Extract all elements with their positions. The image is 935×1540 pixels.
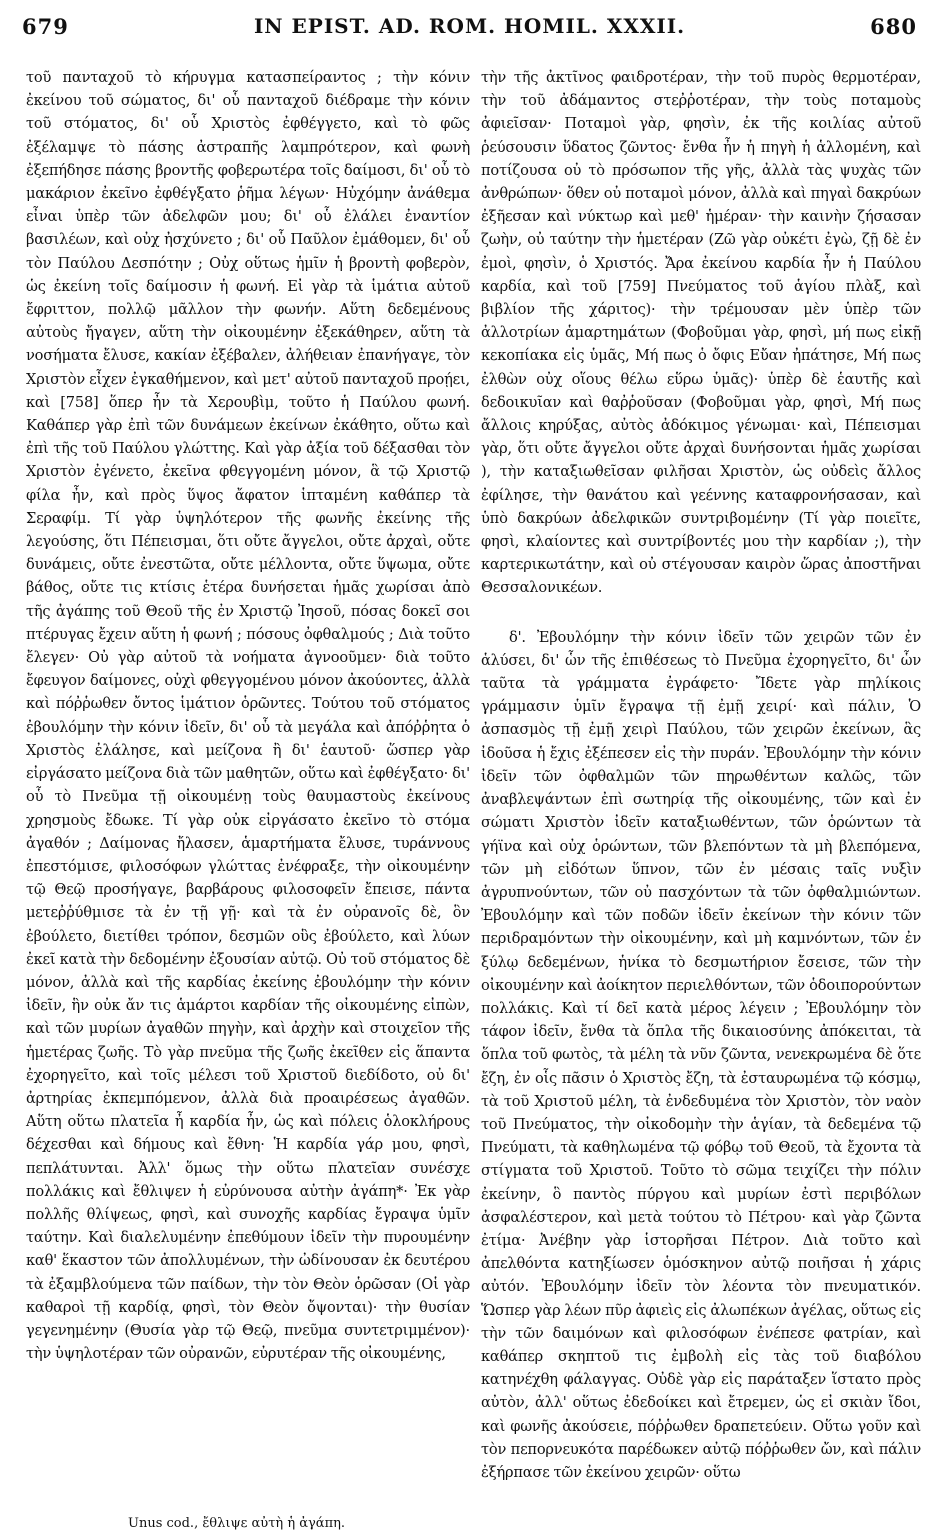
- right-column: [481, 66, 921, 1484]
- page-header: [22, 6, 917, 46]
- right-column-paragraph: τὴν τῆς ἀκτῖνος φαιδροτέραν, τὴν τοῦ πυρὸς θερμοτέραν, τὴν τοῦ ἀδάμαντος στεῤῥοτέραν, τὴν τοὺς ποταμοὺς ἀφιεῖσαν· Ποταμοὶ γὰρ, φησὶν, ἐκ τῆς κοιλίας αὐτοῦ ῥεύσουσιν ὕδατος ζῶντος· ἔνθα ἦν ἡ πηγὴ ἡ ἁλλομένη, καὶ ποτίζουσα οὐ τὸ πρόσωπον τῆς γῆς, ἀλλὰ τὰς ψυχὰς τῶν ἀνθρώπων· ὅθεν οὐ ποταμοὶ μόνον, ἀλλὰ καὶ πηγαὶ δακρύων ἐξῆεσαν καὶ νύκτωρ καὶ μεθ' ἡμέραν· τὴν καινὴν ζήσασαν ζωὴν, οὐ ταύτην τὴν ἡμετέραν (Ζῶ γὰρ οὐκέτι ἐγὼ, ζῇ δὲ ἐν ἐμοὶ, φησὶν, ὁ Χριστός. Ἄρα ἐκείνου καρδία ἦν ἡ Παύλου καρδία, καὶ τοῦ [759] Πνεύματος τοῦ ἁγίου πλὰξ, καὶ βιβλίον τῆς χάριτος)· τὴν τρέμουσαν μὲν ὑπὲρ τῶν ἀλλοτρίων ἁμαρτημάτων (Φοβοῦμαι γὰρ, φησὶ, μή πως εἰκῇ κεκοπίακα εἰς ὑμᾶς, Μή πως ὁ ὄφις Εὔαν ἠπάτησε, Μή πως ἐλθὼν οὐχ οἵους θέλω εὕρω ὑμᾶς)· ὑπὲρ δὲ ἑαυτῆς καὶ δεδοικυῖαν καὶ θαῤῥοῦσαν (Φοβοῦμαι γὰρ, φησὶ, Μή πως ἄλλοις κηρύξας, αὐτὸς ἀδόκιμος γένωμαι· καὶ, Πέπεισμαι γὰρ, ὅτι οὔτε ἄγγελοι οὔτε ἀρχαὶ δυνήσονται ἡμᾶς χωρίσαι ), τὴν καταξιωθεῖσαν φιλῆσαι Χριστὸν, ὡς οὐδεὶς ἄλλος ἐφίλησε, τὴν θανάτου καὶ γεέννης καταφρονήσασαν, καὶ ὑπὸ δακρύων ἀδελφικῶν συντριβομένην (Τί γὰρ ποιεῖτε, φησὶ, κλαίοντες καὶ συντρίβοντές μου τὴν καρδίαν ;), τὴν καρτερικωτάτην, καὶ οὐ στέγουσαν καιρὸν ὥρας ἀποστῆναι Θεσσαλονικέων.: [481, 69, 921, 597]
- footnote: Unus cod., ἔθλιψε αὐτὴ ἡ ἀγάπη.: [128, 1516, 346, 1531]
- page-number-left: 679: [22, 14, 69, 39]
- left-column: [26, 66, 470, 1365]
- running-title: IN EPIST. AD. ROM. HOMIL. XXXII.: [253, 14, 686, 38]
- page-number-right: 680: [870, 14, 917, 39]
- right-column-paragraph: δ'. Ἐβουλόμην τὴν κόνιν ἰδεῖν τῶν χειρῶν τῶν ἐν ἁλύσει, δι' ὧν τῆς ἐπιθέσεως τὸ Πνεῦμα ἐχορηγεῖτο, δι' ὧν ταῦτα τὰ γράμματα ἐγράφετο· Ἴδετε γὰρ πηλίκοις γράμμασιν ὑμῖν ἔγραψα τῇ ἐμῇ χειρί· καὶ πάλιν, Ὁ ἀσπασμὸς τῇ ἐμῇ χειρὶ Παύλου, τῶν χειρῶν ἐκείνων, ἃς ἰδοῦσα ἡ ἔχις ἐξέπεσεν εἰς τὴν πυράν. Ἐβουλόμην τὴν κόνιν ἰδεῖν τῶν ὀφθαλμῶν τῶν πηρωθέντων καλῶς, τῶν ἀναβλεψάντων ἐπὶ σωτηρίᾳ τῆς οἰκουμένης, τῶν καὶ ἐν σώματι Χριστὸν ἰδεῖν καταξιωθέντων, τῶν ὁρώντων τὰ γήϊνα καὶ οὐχ ὁρώντων, τῶν βλεπόντων τὰ μὴ βλεπόμενα, τῶν μὴ εἰδότων ὕπνον, τῶν ἐν μέσαις ταῖς νυξὶν ἀγρυπνούντων, τῶν οὐ πασχόντων τὰ τῶν ὀφθαλμιώντων. Ἐβουλόμην καὶ τῶν ποδῶν ἰδεῖν ἐκείνων τὴν κόνιν τῶν περιδραμόντων τὴν οἰκουμένην, καὶ μὴ καμνόντων, τῶν ἐν ξύλῳ δεδεμένων, ἡνίκα τὸ δεσμωτήριον ἔσεισε, τῶν τὴν οἰκουμένην καὶ ἀοίκητον περιελθόντων, τῶν ὁδοιπορούντων πολλάκις. Καὶ τί δεῖ κατὰ μέρος λέγειν ; Ἐβουλόμην τὸν τάφον ἰδεῖν, ἔνθα τὰ ὅπλα τῆς δικαιοσύνης ἀπόκειται, τὰ ὅπλα τοῦ φωτὸς, τὰ μέλη τὰ νῦν ζῶντα, νενεκρωμένα δὲ ὅτε ἔζη, ἐν οἷς πᾶσιν ὁ Χριστὸς ἔζη, τὰ ἐσταυρωμένα τῷ κόσμῳ, τὰ τοῦ Χριστοῦ μέλη, τὰ ἐνδεδυμένα τὸν Χριστὸν, τὸν ναὸν τοῦ Πνεύματος, τὴν οἰκοδομὴν τὴν ἁγίαν, τὰ δεδεμένα τῷ Πνεύματι, τὰ καθηλωμένα τῷ φόβῳ τοῦ Θεοῦ, τὰ ἔχοντα τὰ στίγματα τοῦ Χριστοῦ. Τοῦτο τὸ σῶμα τειχίζει τὴν πόλιν ἐκείνην, ὃ παντὸς πύργου καὶ μυρίων ἐστὶ περιβόλων ἀσφαλέστερον, καὶ μετὰ τούτου τὸ Πέτρου· καὶ γὰρ ζῶντα ἐτίμα· Ἀνέβην γὰρ ἱστορῆσαι Πέτρον. Διὰ τοῦτο καὶ ἀπελθόντα κατηξίωσεν ὁμόσκηνον αὐτῷ ποιῆσαι ἡ χάρις αὐτόν. Ἐβουλόμην ἰδεῖν τὸν λέοντα τὸν πνευματικόν. Ὥσπερ γὰρ λέων πῦρ ἀφιεὶς εἰς ἀλωπέκων ἀγέλας, οὕτως εἰς τὴν τῶν δαιμόνων καὶ φιλοσόφων ἐνέπεσε φατρίαν, καὶ καθάπερ σκηπτοῦ τις ἐμβολὴ εἰς τὰς τοῦ διαβόλου κατηνέχθη φάλαγγας. Οὐδὲ γὰρ εἰς παράταξεν ἵστατο πρὸς αὐτὸν, ἀλλ' οὕτως ἐδεδοίκει καὶ ἔτρεμεν, ὡς εἰ σκιὰν ἴδοι, καὶ φωνῆς ἀκούσειε, πόῤῥωθεν δραπετεύειν. Οὕτω γοῦν καὶ τὸν πεπορνευκότα παρέδωκεν αὐτῷ πόῤῥωθεν ὤν, καὶ πάλιν ἐξήρπασε τῶν ἐκείνου χειρῶν· οὕτω: [481, 628, 921, 1481]
- left-column-text: τοῦ πανταχοῦ τὸ κήρυγμα κατασπείραντος ; τὴν κόνιν ἐκείνου τοῦ σώματος, δι' οὗ πανταχοῦ διέδραμε τὴν κόνιν τοῦ στόματος, δι' οὗ Χριστὸς ἐφθέγγετο, καὶ τὸ φῶς ἐξέλαμψε τὸ πάσης ἀστραπῆς λαμπρότερον, καὶ φωνὴ ἐξεπήδησε πάσης βροντῆς φοβερωτέρα τοῖς δαίμοσι, δι' οὗ τὸ μακάριον ἐκεῖνο ἐφθέγξατο ῥῆμα λέγων· Ηὐχόμην ἀνάθεμα εἶναι ὑπὲρ τῶν ἀδελφῶν μου; δι' οὗ ἐλάλει ἐναντίον βασιλέων, καὶ οὐχ ἠσχύνετο ; δι' οὗ Παῦλον ἐμάθομεν, δι' οὗ τὸν Παύλου Δεσπότην ; Οὐχ οὕτως ἡμῖν ἡ βροντὴ φοβερὸν, ὡς ἐκείνη τοῖς δαίμοσιν ἡ φωνή. Εἰ γὰρ τὰ ἱμάτια αὐτοῦ ἔφριττον, πολλῷ μᾶλλον τὴν φωνήν. Αὕτη δεδεμένους αὐτοὺς ἤγαγεν, αὕτη τὴν οἰκουμένην ἐξεκάθηρεν, αὕτη τὰ νοσήματα ἔλυσε, κακίαν ἐξέβαλεν, ἀλήθειαν ἐπανήγαγε, τὸν Χριστὸν εἶχεν ἐγκαθήμενον, καὶ μετ' αὐτοῦ πανταχοῦ προῄει, καὶ [758] ὅπερ ἦν τὰ Χερουβὶμ, τοῦτο ἡ Παύλου φωνή. Καθάπερ γὰρ ἐπὶ τῶν δυνάμεων ἐκείνων ἐκάθητο, οὕτω καὶ ἐπὶ τῆς τοῦ Παύλου γλώττης. Καὶ γὰρ ἀξία τοῦ δέξασθαι τὸν Χριστὸν ἐγένετο, ἐκεῖνα φθεγγομένη μόνον, ἃ τῷ Χριστῷ φίλα ἦν, καὶ πρὸς ὕψος ἄφατον ἱπταμένη καθάπερ τὰ Σεραφίμ. Τί γὰρ ὑψηλότερον τῆς φωνῆς ἐκείνης τῆς λεγούσης, ὅτι Πέπεισμαι, ὅτι οὔτε ἄγγελοι, οὔτε ἀρχαὶ, οὔτε δυνάμεις, οὔτε ἐνεστῶτα, οὔτε μέλλοντα, οὔτε ὕψωμα, οὔτε βάθος, οὔτε τις κτίσις ἑτέρα δυνήσεται ἡμᾶς χωρίσαι ἀπὸ τῆς ἀγάπης τοῦ Θεοῦ τῆς ἐν Χριστῷ Ἰησοῦ, πόσας δοκεῖ σοι πτέρυγας ἔχειν αὕτη ἡ φωνή ; πόσους ὀφθαλμούς ; Διὰ τοῦτο ἔλεγεν· Οὐ γὰρ αὐτοῦ τὰ νοήματα ἀγνοοῦμεν· διὰ τοῦτο ἔφευγον δαίμονες, οὐχὶ φθεγγομένου μόνον ἀκούοντες, ἀλλὰ καὶ πόῤῥωθεν ὄντος ἱμάτιον ὁρῶντες. Τούτου τοῦ στόματος ἐβουλόμην τὴν κόνιν ἰδεῖν, δι' οὗ τὰ μεγάλα καὶ ἀπόῤῥητα ὁ Χριστὸς ἐλάλησε, καὶ μείζονα ἢ δι' ἑαυτοῦ· ὥσπερ γὰρ εἰργάσατο μείζονα διὰ τῶν μαθητῶν, οὕτω καὶ ἐφθέγξατο· δι' οὗ τὸ Πνεῦμα τῇ οἰκουμένῃ τοὺς θαυμαστοὺς ἐκείνους χρησμοὺς ἔδωκε. Τί γὰρ οὐκ εἰργάσατο ἐκεῖνο τὸ στόμα ἀγαθόν ; Δαίμονας ἤλασεν, ἁμαρτήματα ἔλυσε, τυράννους ἐπεστόμισε, φιλοσόφων γλώττας ἐνέφραξε, τὴν οἰκουμένην τῷ Θεῷ προσήγαγε, βαρβάρους φιλοσοφεῖν ἔπεισε, πάντα μετεῤῥύθμισε τὰ ἐν τῇ γῇ· καὶ τὰ ἐν οὐρανοῖς δὲ, ὃν ἐβούλετο, διετίθει τρόπον, δεσμῶν οὓς ἐβούλετο, καὶ λύων ἐκεῖ κατὰ τὴν δεδομένην ἐξουσίαν αὐτῷ. Οὐ τοῦ στόματος δὲ μόνον, ἀλλὰ καὶ τῆς καρδίας ἐκείνης ἐβουλόμην τὴν κόνιν ἰδεῖν, ἣν οὐκ ἄν τις ἁμάρτοι καρδίαν τῆς οἰκουμένης εἰπὼν, καὶ τῶν μυρίων ἀγαθῶν πηγὴν, καὶ ἀρχὴν καὶ στοιχεῖον τῆς ἡμετέρας ζωῆς. Τὸ γὰρ πνεῦμα τῆς ζωῆς ἐκεῖθεν εἰς ἅπαντα ἐχορηγεῖτο, καὶ τοῖς μέλεσι τοῦ Χριστοῦ διεδίδοτο, οὐ δι' ἀρτηρίας ἐκπεμπόμενον, ἀλλὰ διὰ προαιρέσεως ἀγαθῶν. Αὕτη οὕτω πλατεῖα ἦ καρδία ἦν, ὡς καὶ πόλεις ὁλοκλήρους δέχεσθαι καὶ δήμους καὶ ἔθνη· Ἡ καρδία γάρ μου, φησὶ, πεπλάτυνται. Ἀλλ' ὅμως τὴν οὕτω πλατεῖαν συνέσχε πολλάκις καὶ ἔθλιψεν ἡ εὐρύνουσα αὐτὴν ἀγάπη*· Ἐκ γὰρ πολλῆς θλίψεως, φησὶ, καὶ συνοχῆς καρδίας ἔγραψα ὑμῖν ταύτην. Καὶ διαλελυμένην ἐπεθύμουν ἰδεῖν τὴν πυρουμένην καθ' ἕκαστον τῶν ἀπολλυμένων, τὴν ὠδίνουσαν ἐκ δευτέρου τὰ ἐξαμβλούμενα τῶν παίδων, τὴν τὸν Θεὸν ὁρῶσαν (Οἱ γὰρ καθαροὶ τῇ καρδίᾳ, φησὶ, τὸν Θεὸν ὄψονται)· τὴν θυσίαν γεγενημένην (Θυσία γὰρ τῷ Θεῷ, πνεῦμα συντετριμμένον)· τὴν ὑψηλοτέραν τῶν οὐρανῶν, εὐρυτέραν τῆς οἰκουμένης,: [26, 69, 470, 1363]
